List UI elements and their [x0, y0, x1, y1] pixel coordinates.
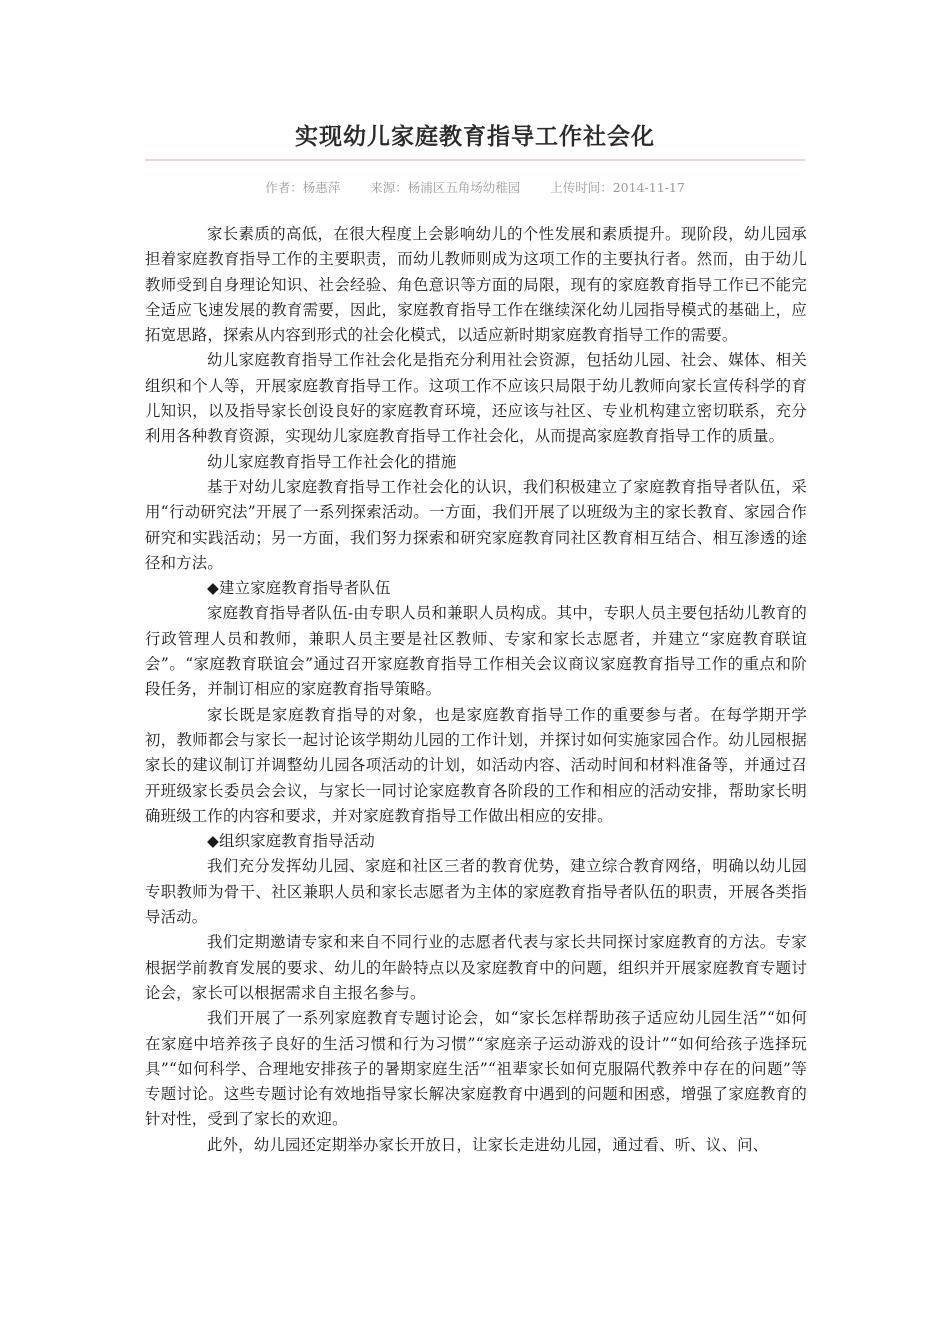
body-paragraph: 此外，幼儿园还定期举办家长开放日，让家长走进幼儿园，通过看、听、议、问、	[207, 1135, 769, 1154]
author-label: 作者：杨惠萍	[265, 180, 341, 195]
body-paragraph: 家长既是家庭教育指导的对象，也是家庭教育指导工作的重要参与者。在每学期开学初，教师都会与家长一起讨论该学期幼儿园的工作计划，并探讨如何实施家园合作。幼儿园根据家长的建议制订并调整幼儿园各项活动的计划，如活动内容、活动时间和材料准备等，并通过召开班级家长委员会会议，与家长一同讨论家庭教育各阶段的工作和相应的活动安排，帮助家长明确班级工作的内容和要求，并对家庭教育指导工作做出相应的安排。	[145, 705, 807, 825]
subsection-heading: ◆组织家庭教育指导活动	[207, 832, 375, 851]
body-paragraph: 我们充分发挥幼儿园、家庭和社区三者的教育优势，建立综合教育网络，明确以幼儿园专职教师为骨干、社区兼职人员和家长志愿者为主体的家庭教育指导者队伍的职责，开展各类指导活动。	[145, 857, 807, 927]
body-paragraph: 家长素质的高低，在很大程度上会影响幼儿的个性发展和素质提升。现阶段，幼儿园承担着家庭教育指导工作的主要职责，而幼儿教师则成为这项工作的主要执行者。然而，由于幼儿教师受到自身理论知识、社会经验、角色意识等方面的局限，现有的家庭教育指导工作已不能完全适应飞速发展的教育需要，因此，家庭教育指导工作在继续深化幼儿园指导模式的基础上，应拓宽思路，探索从内容到形式的社会化模式，以适应新时期家庭教育指导工作的需要。	[145, 225, 807, 345]
article-meta	[145, 178, 805, 196]
article-title: 实现幼儿家庭教育指导工作社会化	[295, 124, 655, 150]
body-paragraph: 我们定期邀请专家和来自不同行业的志愿者代表与家长共同探讨家庭教育的方法。专家根据学前教育发展的要求、幼儿的年龄特点以及家庭教育中的问题，组织并开展家庭教育专题讨论会，家长可以根据需求自主报名参与。	[145, 933, 807, 1002]
body-paragraph: 家庭教育指导者队伍-由专职人员和兼职人员构成。其中，专职人员主要包括幼儿教育的行政管理人员和教师，兼职人员主要是社区教师、专家和家长志愿者，并建立“家庭教育联谊会”。“家庭教育联谊会”通过召开家庭教育指导工作相关会议商议家庭教育指导工作的重点和阶段任务，并制订相应的家庭教育指导策略。	[145, 604, 807, 699]
body-paragraph: 我们开展了一系列家庭教育专题讨论会，如“家长怎样帮助孩子适应幼儿园生活”“如何在家庭中培养孩子良好的生活习惯和行为习惯”“家庭亲子运动游戏的设计”“如何给孩子选择玩具”“如何科学、合理地安排孩子的暑期家庭生活”“祖辈家长如何克服隔代教养中存在的问题”等专题讨论。这些专题讨论有效地指导家长解决家庭教育中遇到的问题和困惑，增强了家庭教育的针对性，受到了家长的欢迎。	[145, 1009, 807, 1129]
article-body	[145, 222, 807, 1158]
subsection-heading: ◆建立家庭教育指导者队伍	[207, 579, 391, 598]
body-paragraph: 基于对幼儿家庭教育指导工作社会化的认识，我们积极建立了家庭教育指导者队伍，采用“行动研究法”开展了一系列探索活动。一方面，我们开展了以班级为主的家长教育、家园合作研究和实践活动；另一方面，我们努力探索和研究家庭教育同社区教育相互结合、相互渗透的途径和方法。	[145, 477, 807, 572]
body-paragraph: 幼儿家庭教育指导工作社会化是指充分利用社会资源，包括幼儿园、社会、媒体、相关组织和个人等，开展家庭教育指导工作。这项工作不应该只局限于幼儿教师向家长宣传科学的育儿知识，以及指导家长创设良好的家庭教育环境，还应该与社区、专业机构建立密切联系，充分利用各种教育资源，实现幼儿家庭教育指导工作社会化，从而提高家庭教育指导工作的质量。	[145, 351, 807, 446]
title-divider	[145, 159, 805, 161]
source-label: 来源：杨浦区五角场幼稚园	[370, 180, 521, 195]
section-heading: 幼儿家庭教育指导工作社会化的措施	[207, 452, 457, 471]
upload-time-label: 上传时间：2014-11-17	[550, 180, 685, 195]
